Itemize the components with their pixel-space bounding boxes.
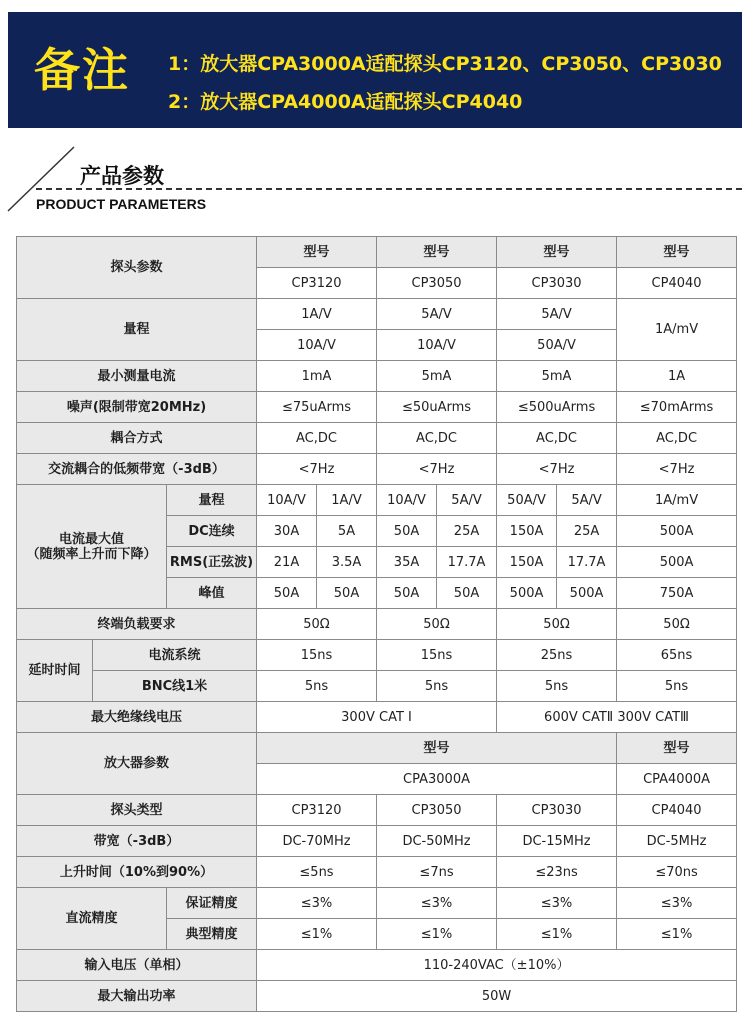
typical-accuracy-cell: ≤1% [617, 919, 737, 950]
model-header: 型号 [497, 237, 617, 268]
bandwidth-cell: DC-70MHz [257, 826, 377, 857]
delay-label: 延时时间 [17, 640, 93, 702]
range-cell: 1A/V [257, 299, 377, 330]
dc-cell: 25A [557, 516, 617, 547]
max-range-label: 量程 [167, 485, 257, 516]
delay-current-cell: 25ns [497, 640, 617, 671]
typical-accuracy-cell: ≤1% [257, 919, 377, 950]
max-range-cell: 50A/V [497, 485, 557, 516]
rise-time-cell: ≤70ns [617, 857, 737, 888]
peak-cell: 500A [497, 578, 557, 609]
rms-label: RMS(正弦波) [167, 547, 257, 578]
ac-low-bandwidth-cell: <7Hz [617, 454, 737, 485]
delay-bnc-cell: 5ns [377, 671, 497, 702]
max-power-label: 最大输出功率 [17, 981, 257, 1012]
dc-cell: 30A [257, 516, 317, 547]
range-cell: 10A/V [257, 330, 377, 361]
dc-cell: 25A [437, 516, 497, 547]
coupling-cell: AC,DC [377, 423, 497, 454]
probe-type-cell: CP3030 [497, 795, 617, 826]
peak-cell: 750A [617, 578, 737, 609]
max-range-cell: 5A/V [557, 485, 617, 516]
table-row [17, 361, 737, 392]
coupling-cell: AC,DC [617, 423, 737, 454]
model-cell: CP4040 [617, 268, 737, 299]
peak-cell: 50A [437, 578, 497, 609]
min-current-cell: 5mA [377, 361, 497, 392]
noise-label: 噪声(限制带宽20MHz) [17, 392, 257, 423]
table-row [17, 671, 737, 702]
bandwidth-cell: DC-5MHz [617, 826, 737, 857]
rms-cell: 500A [617, 547, 737, 578]
delay-current-cell: 15ns [257, 640, 377, 671]
max-range-cell: 10A/V [257, 485, 317, 516]
section-divider [36, 188, 742, 190]
table-row [17, 392, 737, 423]
range-cell: 5A/V [377, 299, 497, 330]
model-header: 型号 [257, 237, 377, 268]
delay-current-cell: 65ns [617, 640, 737, 671]
table-row [17, 702, 737, 733]
bandwidth-cell: DC-50MHz [377, 826, 497, 857]
load-label: 终端负载要求 [17, 609, 257, 640]
amp-section-label: 放大器参数 [17, 733, 257, 795]
probe-type-cell: CP3120 [257, 795, 377, 826]
typical-accuracy-cell: ≤1% [497, 919, 617, 950]
typical-accuracy-cell: ≤1% [377, 919, 497, 950]
probe-type-cell: CP3050 [377, 795, 497, 826]
typical-accuracy-label: 典型精度 [167, 919, 257, 950]
peak-cell: 500A [557, 578, 617, 609]
guaranteed-accuracy-cell: ≤3% [377, 888, 497, 919]
noise-cell: ≤70mArms [617, 392, 737, 423]
rise-time-cell: ≤23ns [497, 857, 617, 888]
note-line-1: 1：放大器CPA3000A适配探头CP3120、CP3050、CP3030 [168, 53, 722, 75]
model-header: 型号 [617, 237, 737, 268]
table-row [17, 299, 737, 330]
max-current-label [17, 485, 167, 609]
section-subtitle: PRODUCT PARAMETERS [36, 196, 207, 212]
rms-cell: 21A [257, 547, 317, 578]
model-cell: CP3050 [377, 268, 497, 299]
load-cell: 50Ω [497, 609, 617, 640]
delay-bnc-cell: 5ns [257, 671, 377, 702]
rms-cell: 35A [377, 547, 437, 578]
insulation-label: 最大绝缘线电压 [17, 702, 257, 733]
peak-cell: 50A [317, 578, 377, 609]
table-row [17, 950, 737, 981]
max-range-cell: 10A/V [377, 485, 437, 516]
table-row [17, 981, 737, 1012]
max-power-cell: 50W [257, 981, 737, 1012]
model-header: 型号 [377, 237, 497, 268]
ac-low-bandwidth-cell: <7Hz [497, 454, 617, 485]
rms-cell: 17.7A [557, 547, 617, 578]
noise-cell: ≤500uArms [497, 392, 617, 423]
guaranteed-accuracy-label: 保证精度 [167, 888, 257, 919]
range-cell: 10A/V [377, 330, 497, 361]
min-current-cell: 1mA [257, 361, 377, 392]
amp-model-cell: CPA3000A [257, 764, 617, 795]
min-current-cell: 1A [617, 361, 737, 392]
max-range-cell: 1A/mV [617, 485, 737, 516]
load-cell: 50Ω [377, 609, 497, 640]
dc-cell: 150A [497, 516, 557, 547]
table-row [17, 857, 737, 888]
max-range-cell: 1A/V [317, 485, 377, 516]
rise-time-cell: ≤5ns [257, 857, 377, 888]
guaranteed-accuracy-cell: ≤3% [497, 888, 617, 919]
dc-accuracy-label: 直流精度 [17, 888, 167, 950]
table-row [17, 454, 737, 485]
table-row [17, 640, 737, 671]
delay-bnc-label: BNC线1米 [93, 671, 257, 702]
coupling-cell: AC,DC [257, 423, 377, 454]
range-cell: 50A/V [497, 330, 617, 361]
table-row [17, 609, 737, 640]
peak-cell: 50A [257, 578, 317, 609]
insulation-cell: 600V CATⅡ 300V CATⅢ [497, 702, 737, 733]
load-cell: 50Ω [617, 609, 737, 640]
table-row [17, 826, 737, 857]
probe-section-label: 探头参数 [17, 237, 257, 299]
rms-cell: 150A [497, 547, 557, 578]
rise-time-label: 上升时间（10%到90%） [17, 857, 257, 888]
delay-bnc-cell: 5ns [617, 671, 737, 702]
delay-bnc-cell: 5ns [497, 671, 617, 702]
ac-low-bandwidth-label: 交流耦合的低频带宽（-3dB） [17, 454, 257, 485]
max-current-label-line2: （随频率上升而下降） [26, 546, 157, 562]
guaranteed-accuracy-cell: ≤3% [257, 888, 377, 919]
guaranteed-accuracy-cell: ≤3% [617, 888, 737, 919]
rise-time-cell: ≤7ns [377, 857, 497, 888]
coupling-cell: AC,DC [497, 423, 617, 454]
amp-model-header: 型号 [617, 733, 737, 764]
coupling-label: 耦合方式 [17, 423, 257, 454]
max-current-label-line1: 电流最大值 [58, 531, 124, 547]
delay-current-label: 电流系统 [93, 640, 257, 671]
bandwidth-cell: DC-15MHz [497, 826, 617, 857]
input-voltage-label: 输入电压（单相） [17, 950, 257, 981]
bandwidth-label: 带宽（-3dB） [17, 826, 257, 857]
table-row [17, 237, 737, 268]
table-row [17, 485, 737, 516]
input-voltage-cell: 110-240VAC（±10%） [257, 950, 737, 981]
range-cell: 1A/mV [617, 299, 737, 361]
probe-type-label: 探头类型 [17, 795, 257, 826]
dc-cell: 50A [377, 516, 437, 547]
model-cell: CP3120 [257, 268, 377, 299]
min-current-label: 最小测量电流 [17, 361, 257, 392]
amp-model-header: 型号 [257, 733, 617, 764]
dc-cell: 5A [317, 516, 377, 547]
dc-continuous-label: DC连续 [167, 516, 257, 547]
ac-low-bandwidth-cell: <7Hz [257, 454, 377, 485]
range-cell: 5A/V [497, 299, 617, 330]
rms-cell: 17.7A [437, 547, 497, 578]
note-banner [8, 12, 742, 128]
min-current-cell: 5mA [497, 361, 617, 392]
table-row [17, 423, 737, 454]
delay-current-cell: 15ns [377, 640, 497, 671]
model-cell: CP3030 [497, 268, 617, 299]
section-title: 产品参数 [80, 164, 164, 188]
banner-title: 备注 [34, 43, 130, 97]
ac-low-bandwidth-cell: <7Hz [377, 454, 497, 485]
insulation-cell: 300V CAT Ⅰ [257, 702, 497, 733]
table-row [17, 888, 737, 919]
spec-table [16, 236, 737, 1012]
load-cell: 50Ω [257, 609, 377, 640]
table-row [17, 795, 737, 826]
amp-model-cell: CPA4000A [617, 764, 737, 795]
peak-label: 峰值 [167, 578, 257, 609]
noise-cell: ≤75uArms [257, 392, 377, 423]
probe-type-cell: CP4040 [617, 795, 737, 826]
max-range-cell: 5A/V [437, 485, 497, 516]
rms-cell: 3.5A [317, 547, 377, 578]
range-label: 量程 [17, 299, 257, 361]
dc-cell: 500A [617, 516, 737, 547]
noise-cell: ≤50uArms [377, 392, 497, 423]
peak-cell: 50A [377, 578, 437, 609]
note-line-2: 2：放大器CPA4000A适配探头CP4040 [168, 91, 523, 113]
table-row [17, 733, 737, 764]
